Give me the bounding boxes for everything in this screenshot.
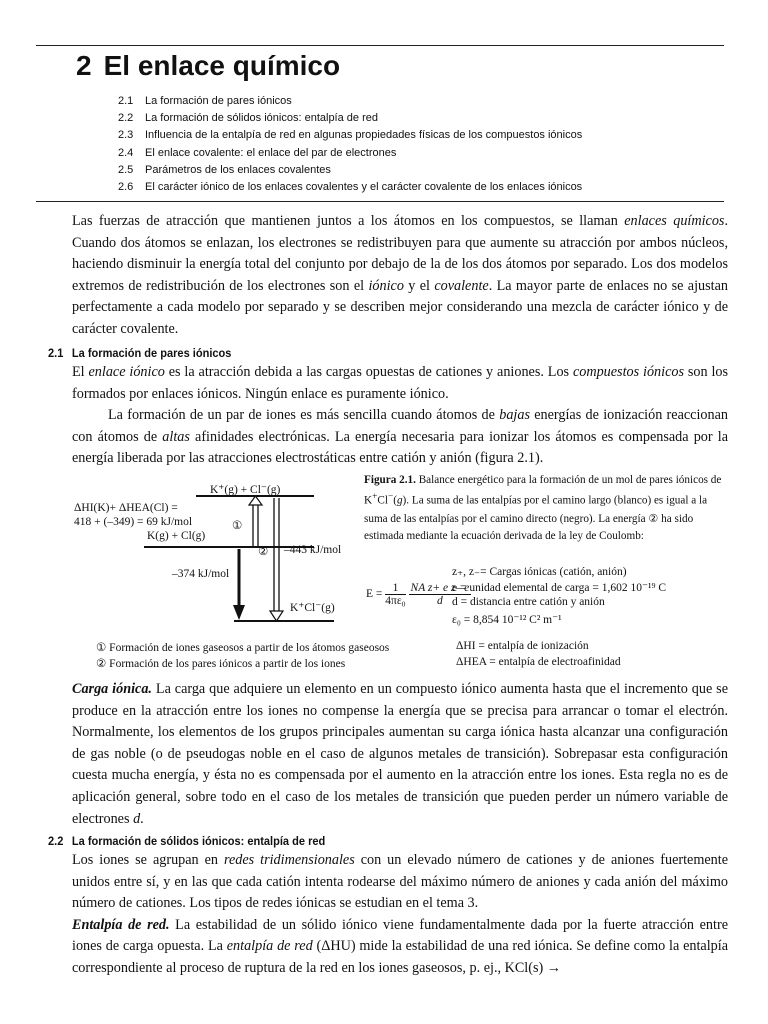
level-mid-label: K(g) + Cl(g) bbox=[147, 530, 206, 542]
step1-marker: ① bbox=[232, 520, 243, 532]
intro-paragraph: Las fuerzas de atracción que mantienen juntos a los átomos en los compuestos, se llaman enlaces químicos. Cuando dos átomos se enlazan, los electrones se redistribuyen para que aumente su atracción por ambos núcleos, haciendo disminuir la energía total del conjunto por debajo de la de los dos átomos por separado. Los dos modelos extremos de redistribución de los electrones son el iónico y el covalente. La mayor parte de enlaces no se ajustan perfectamente a cada modelo por separado y se describen mejor considerando una mezcla de carácter iónico y de carácter covalente. bbox=[72, 213, 728, 337]
toc-item[interactable] bbox=[118, 179, 582, 196]
toc-item[interactable] bbox=[118, 145, 582, 162]
def-e: e = unidad elemental de carga = 1,602 10⁻¹⁹ C bbox=[452, 582, 667, 594]
carga-ionica-paragraph: Carga iónica. La carga que adquiere un elemento en un compuesto iónico aumenta hasta que el incremento que se produce en la atracción entre los iones no compense la energía que se precisa para arrancar o tomar el electrón. Normalmente, los elementos de los grupos principales aumentan su carga iónica hasta alcanzar una configuración de gas noble (o de pseudogas noble en el caso de algunos metales de transición). Sobrepasar esta configuración cuesta mucha energía, y ésta no es compensada por el aumento en la atracción entre los iones. Esta regla no es de aplicación general, sobre todo en el caso de los metales de transición que pueden perder un número variable de electrones d. bbox=[72, 681, 728, 827]
direct-value: –374 kJ/mol bbox=[172, 568, 230, 580]
toc-number: 2.1 bbox=[118, 95, 134, 107]
toc-number: 2.3 bbox=[118, 129, 134, 142]
toc-number: 2.5 bbox=[118, 163, 134, 176]
sum-line-2: 418 + (–349) = 69 kJ/mol bbox=[74, 516, 193, 528]
toc-number: 2.6 bbox=[118, 181, 134, 194]
toc-label: La formación de pares iónicos bbox=[145, 95, 292, 107]
toc-item[interactable] bbox=[118, 110, 582, 127]
note-2: ② Formación de los pares iónicos a partir de los iones bbox=[96, 658, 346, 670]
toc-item[interactable] bbox=[118, 93, 582, 110]
chapter-number: 2 bbox=[76, 50, 92, 81]
def-hi: ΔHI = entalpía de ionización bbox=[456, 640, 589, 652]
toc-item[interactable] bbox=[118, 162, 582, 179]
def-d: d = distancia entre catión y anión bbox=[452, 596, 605, 608]
section-heading-2-2: 2.2 La formación de sólidos iónicos: entalpía de red bbox=[48, 834, 326, 848]
figure-2-1 bbox=[72, 472, 732, 672]
chapter-title bbox=[76, 50, 340, 82]
level-bottom-label: K⁺Cl⁻(g) bbox=[290, 602, 335, 614]
level-top-label: K⁺(g) + Cl⁻(g) bbox=[210, 484, 281, 496]
toc-label: La formación de sólidos iónicos: entalpía de red bbox=[145, 112, 378, 125]
toc-bottom-rule bbox=[36, 201, 724, 202]
toc-item[interactable] bbox=[118, 127, 582, 144]
toc-label: Influencia de la entalpía de red en algunas propiedades físicas de los compuestos iónicos bbox=[145, 129, 583, 142]
table-of-contents bbox=[118, 93, 582, 196]
step2-marker: ② bbox=[258, 546, 269, 558]
figure-caption: Figura 2.1. Balance energético para la formación de un mol de pares iónicos de K+Cl−(g). La suma de las entalpías por el camino largo (blanco) es igual a la suma de las entalpías por el camino directo (negro). La energía ② ha sido estimada mediante la ecuación derivada de la ley de Coulomb: bbox=[364, 474, 722, 542]
toc-label: El carácter iónico de los enlaces covalentes y el carácter covalente de los enlaces iónicos bbox=[145, 181, 583, 194]
def-epsilon: ε₀ = 8,854 10⁻¹² C² m⁻¹ bbox=[452, 614, 562, 626]
toc-number: 2.4 bbox=[118, 146, 134, 159]
section-2-1-text: El enlace iónico es la atracción debida a las cargas opuestas de cationes y aniones. Los compuestos iónicos son los formados por enlaces iónicos. Ningún enlace es puramente iónico. La formación de un par de iones es más sencilla cuando átomos de bajas energías de ionización reaccionan con átomos de altas afinidades electrónicas. La energía necesaria para ionizar los átomos es compensada por la energía liberada por las atracciones electrostáticas entre catión y anión (figura 2.1). bbox=[72, 364, 729, 467]
toc-label: Parámetros de los enlaces covalentes bbox=[145, 163, 331, 176]
step2-value: –443 kJ/mol bbox=[284, 544, 342, 556]
note-1: ① Formación de iones gaseosos a partir de los átomos gaseosos bbox=[96, 642, 390, 654]
toc-label: El enlace covalente: el enlace del par de electrones bbox=[145, 146, 397, 159]
chapter-title-text: El enlace químico bbox=[103, 50, 341, 81]
sum-line-1: ΔHI(K)+ ΔHEA(Cl) = bbox=[74, 502, 178, 514]
top-rule bbox=[36, 45, 724, 46]
toc-number: 2.2 bbox=[118, 112, 134, 125]
def-charges: z₊, z₋= Cargas iónicas (catión, anión) bbox=[452, 566, 627, 578]
section-2-2-text: Los iones se agrupan en redes tridimensionales con un elevado número de cationes y de aniones fuertemente unidos entre sí, y en las que cada catión intenta rodearse del máximo número de aniones y cada anión del máximo número de cationes. Los tipos de redes iónicas se estudian en el tema 3. Entalpía de red. La estabilidad de un sólido iónico viene fundamentalmente dada por la fuerte atracción entre iones de carga opuesta. La entalpía de red (ΔHU) mide la estabilidad de una red iónica. Se define como la entalpía correspondiente al proceso de ruptura de la red en los iones gaseosos, p. ej., KCl(s) → bbox=[72, 852, 728, 976]
coulomb-formula: E = $\frac{1}{\text{4πε₀}}$ $\frac{\text{NA z+ e z– e}}{d}$ bbox=[366, 582, 470, 607]
section-heading-2-1: 2.1 La formación de pares iónicos bbox=[48, 346, 232, 360]
def-hea: ΔHEA = entalpía de electroafinidad bbox=[456, 656, 621, 668]
